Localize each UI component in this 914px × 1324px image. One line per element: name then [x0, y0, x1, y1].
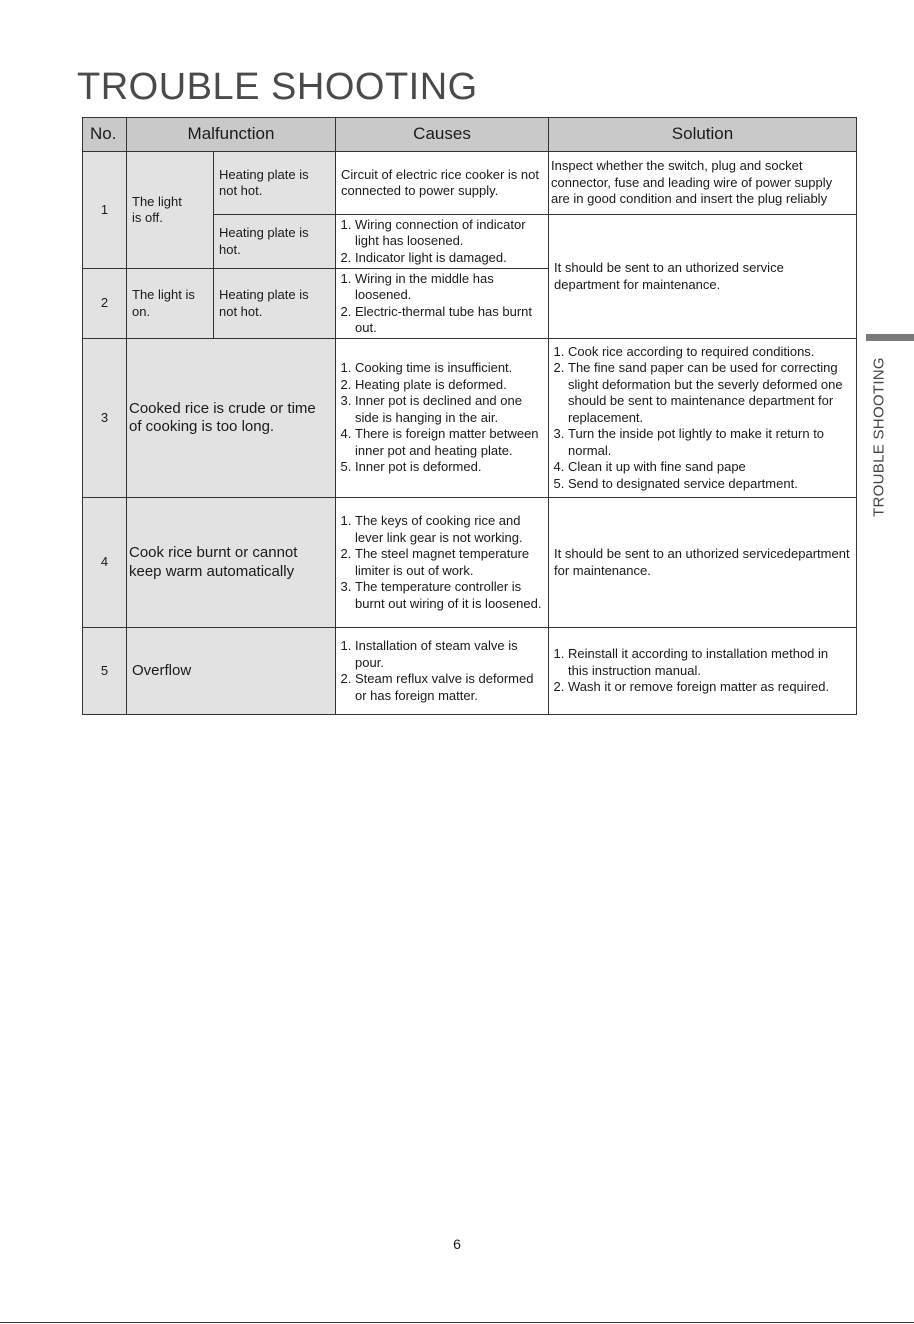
- troubleshooting-table: [82, 117, 857, 715]
- malfunction-cell: The light is on.: [127, 269, 214, 339]
- cause-item: 3. Inner pot is declined and one side is hanging in the air.: [355, 393, 543, 426]
- cause-item: 1. Installation of steam valve is pour.: [355, 638, 543, 671]
- cause-item: 1. Wiring in the middle has loosened.: [355, 271, 543, 304]
- header-solution: Solution: [549, 118, 857, 152]
- cause-item: 1. Wiring connection of indicator light has loosened.: [355, 217, 543, 250]
- row-number: 5: [83, 628, 127, 715]
- solution-item: 5. Send to designated service department.: [568, 476, 851, 493]
- solution-cell: [549, 339, 857, 498]
- footer-rule: [0, 1322, 914, 1323]
- page-title: TROUBLE SHOOTING: [77, 66, 478, 108]
- malfunction-text: Cook rice burnt or cannot keep warm automatically: [129, 544, 298, 580]
- detail-cell: Heating plate is not hot.: [214, 152, 336, 215]
- header-no: No.: [83, 118, 127, 152]
- cause-cell: [336, 498, 549, 628]
- solution-cell: Inspect whether the switch, plug and socket connector, fuse and leading wire of power supply are in good condition and insert the plug reliably: [549, 152, 857, 215]
- solution-item: 1. Cook rice according to required conditions.: [568, 344, 851, 361]
- table-row: [83, 339, 857, 498]
- table-row: [83, 152, 857, 215]
- cause-cell: [336, 628, 549, 715]
- cause-cell: Circuit of electric rice cooker is not connected to power supply.: [336, 152, 549, 215]
- row-number: 1: [83, 152, 127, 269]
- cause-item: 3. The temperature controller is burnt out wiring of it is loosened.: [355, 579, 543, 612]
- cause-item: 2. Steam reflux valve is deformed or has foreign matter.: [355, 671, 543, 704]
- cause-item: 5. Inner pot is deformed.: [355, 459, 543, 476]
- table-row: [83, 498, 857, 628]
- malfunction-cell: [127, 152, 214, 269]
- cause-item: 2. Electric-thermal tube has burnt out.: [355, 304, 543, 337]
- cause-item: 2. Heating plate is deformed.: [355, 377, 543, 394]
- detail-cell: Heating plate is not hot.: [214, 269, 336, 339]
- side-tab-label: TROUBLE SHOOTING: [870, 357, 888, 517]
- side-tab-bar: [866, 334, 914, 341]
- row-number: 3: [83, 339, 127, 498]
- row-number: 2: [83, 269, 127, 339]
- malfunction-cell: Overflow: [127, 628, 336, 715]
- table-row: [83, 628, 857, 715]
- cause-item: 1. The keys of cooking rice and lever link gear is not working.: [355, 513, 543, 546]
- cause-item: 1. Cooking time is insufficient.: [355, 360, 543, 377]
- page-number: 6: [453, 1236, 461, 1252]
- solution-item: 4. Clean it up with fine sand pape: [568, 459, 851, 476]
- cause-cell: [336, 215, 549, 269]
- solution-cell: It should be sent to an uthorized servicedepartment for maintenance.: [549, 498, 857, 628]
- table-header-row: [83, 118, 857, 152]
- malfunction-cell: Cooked rice is crude or time of cooking is too long.: [127, 339, 336, 498]
- cause-item: 4. There is foreign matter between inner pot and heating plate.: [355, 426, 543, 459]
- side-tab: [868, 348, 890, 526]
- malfunction-text: The light is off.: [132, 193, 182, 225]
- row-number: 4: [83, 498, 127, 628]
- cause-cell: [336, 269, 549, 339]
- header-malfunction: Malfunction: [127, 118, 336, 152]
- solution-item: 2. Wash it or remove foreign matter as required.: [568, 679, 851, 696]
- detail-cell: Heating plate is hot.: [214, 215, 336, 269]
- header-causes: Causes: [336, 118, 549, 152]
- solution-item: 3. Turn the inside pot lightly to make it return to normal.: [568, 426, 851, 459]
- solution-item: 2. The fine sand paper can be used for correcting slight deformation but the severly deformed one should be sent to maintenance department for replacement.: [568, 360, 851, 426]
- solution-cell: It should be sent to an uthorized service department for maintenance.: [549, 215, 857, 339]
- cause-item: 2. The steel magnet temperature limiter is out of work.: [355, 546, 543, 579]
- cause-item: 2. Indicator light is damaged.: [355, 250, 543, 267]
- solution-cell: [549, 628, 857, 715]
- malfunction-cell: [127, 498, 336, 628]
- cause-cell: [336, 339, 549, 498]
- solution-item: 1. Reinstall it according to installation method in this instruction manual.: [568, 646, 851, 679]
